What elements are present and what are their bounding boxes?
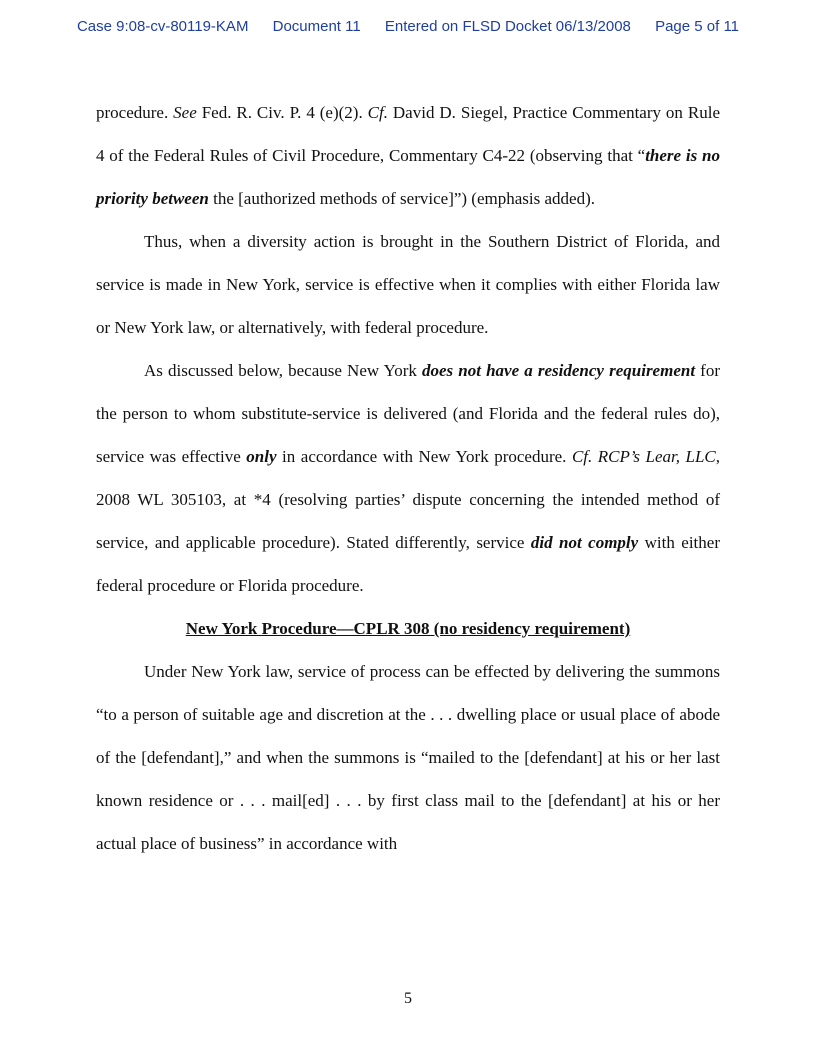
header-document-number: Document 11 [272,18,361,35]
emphasis-bold: did not comply [530,533,639,552]
emphasis: Cf. [367,103,388,122]
emphasis-bold: only [246,447,277,466]
case-citation: Cf. RCP’s Lear, LLC [571,447,716,466]
header-entered-date: Entered on FLSD Docket 06/13/2008 [384,18,631,35]
header-case-number: Case 9:08-cv-80119-KAM [76,18,249,35]
paragraph-3: As discussed below, because New York does not have a residency requirement for the person to whom substitute-service is delivered (and Florida and the federal rules do), service was effective only in accordance with New York procedure. Cf. RCP’s Lear, LLC, 2008 WL 305103, at *4 (resolving parties’ dispute concerning the intended method of service, and applicable procedure). Stated differently, service did not comply with either federal procedure or Florida procedure. [96,361,720,595]
page-number: 5 [404,990,412,1007]
document-body [96,91,720,865]
paragraph-4: Under New York law, service of process can be effected by delivering the summons “to a person of suitable age and discretion at the . . . dwelling place or usual place of abode of the [defendant],” and when the summons is “mailed to the [defendant] at his or her last known residence or . . . mail[ed] . . . by first class mail to the [defendant] at his or her actual place of business” in accordance with [96,662,720,853]
emphasis-bold: there is no priority between [96,146,720,208]
paragraph-2: Thus, when a diversity action is brought in the Southern District of Florida, and service is made in New York, service is effective when it complies with either Florida law or New York law, or alternatively, with federal procedure. [96,232,720,337]
emphasis: See [173,103,197,122]
paragraph-1: procedure. See Fed. R. Civ. P. 4 (e)(2). Cf. David D. Siegel, Practice Commentary on Rule 4 of the Federal Rules of Civil Procedure, Commentary C4-22 (observing that “there is no priority between the [authorized methods of service]”) (emphasis added). [96,103,720,208]
docket-header [0,18,816,35]
emphasis-bold: does not have a residency requirement [422,361,696,380]
section-heading: New York Procedure—CPLR 308 (no residency requirement) [185,619,631,638]
header-page-count: Page 5 of 11 [655,18,740,35]
